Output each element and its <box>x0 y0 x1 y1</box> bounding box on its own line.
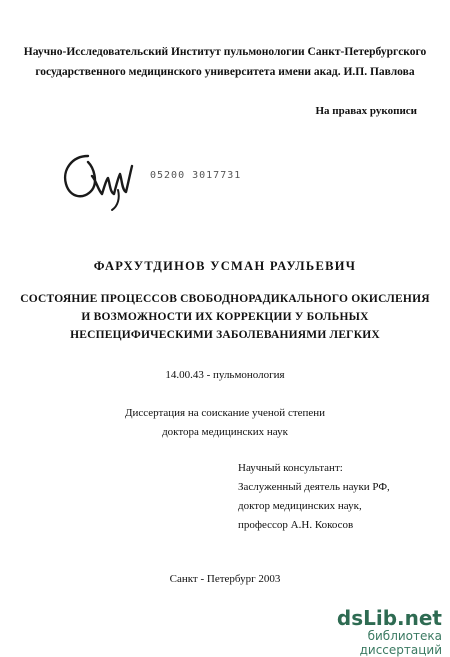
handwritten-signature <box>58 150 136 212</box>
specialty-code: 14.00.43 - пульмонология <box>165 369 285 381</box>
manuscript-rights-label: На правах рукописи <box>315 105 417 117</box>
author-name: ФАРХУТДИНОВ УСМАН РАУЛЬЕВИЧ <box>93 259 357 273</box>
institution-line-2: государственного медицинского университета имени акад. И.П. Павлова <box>35 66 415 78</box>
dissertation-line-2: доктора медицинских наук <box>162 426 288 438</box>
consultant-degree: доктор медицинских наук, <box>238 500 362 512</box>
city-and-year: Санкт - Петербург 2003 <box>169 573 281 585</box>
title-line-1: СОСТОЯНИЕ ПРОЦЕССОВ СВОБОДНОРАДИКАЛЬНОГО ОКИСЛЕНИЯ <box>20 293 430 305</box>
title-line-3: НЕСПЕЦИФИЧЕСКИМИ ЗАБОЛЕВАНИЯМИ ЛЕГКИХ <box>70 329 380 341</box>
watermark-subtitle: библиотека диссертаций <box>359 629 442 657</box>
watermark-logo: dsLib.net <box>336 606 442 630</box>
institution-line-1: Научно-Исследовательский Институт пульмонологии Санкт-Петербургского <box>23 46 427 58</box>
consultant-heading: Научный консультант: <box>238 462 343 474</box>
consultant-name: профессор А.Н. Кокосов <box>238 519 354 531</box>
consultant-title: Заслуженный деятель науки РФ, <box>238 481 390 493</box>
title-line-2: И ВОЗМОЖНОСТИ ИХ КОРРЕКЦИИ У БОЛЬНЫХ <box>81 311 369 323</box>
archive-stamp-number: 05200 3017731 <box>150 170 242 181</box>
dissertation-line-1: Диссертация на соискание ученой степени <box>124 407 326 419</box>
